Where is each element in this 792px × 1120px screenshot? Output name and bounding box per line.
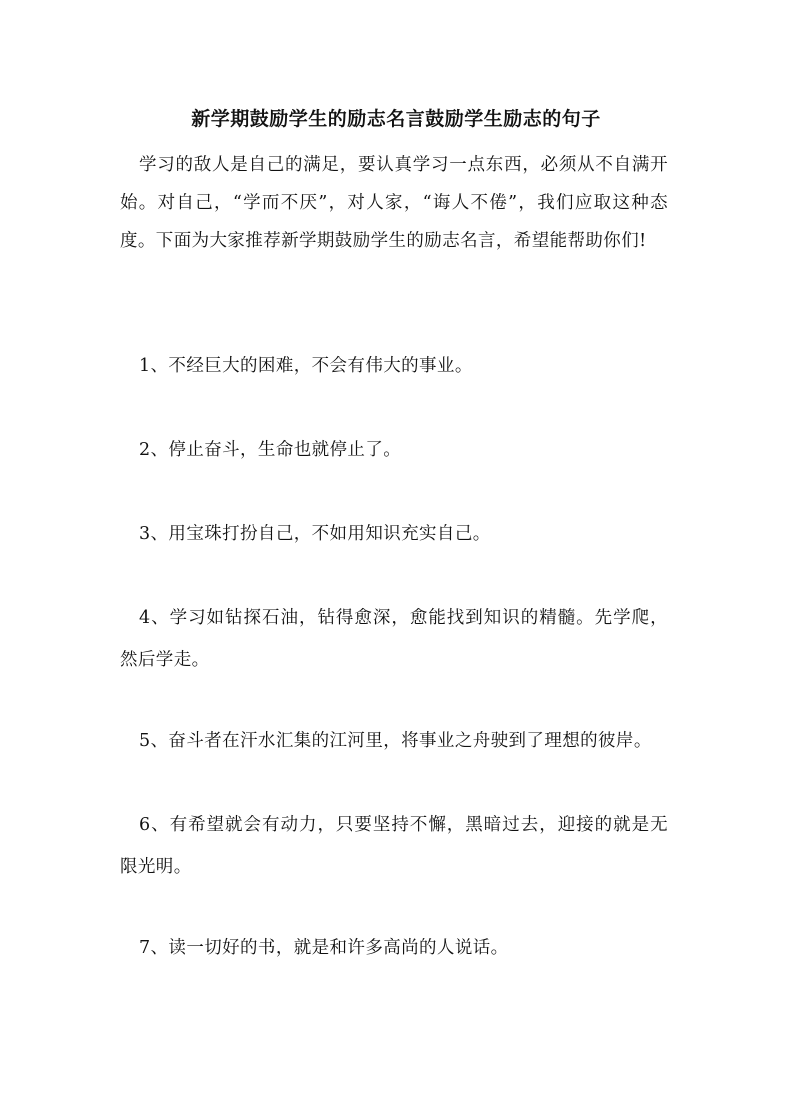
document-title: 新学期鼓励学生的励志名言鼓励学生励志的句子 [191,108,601,130]
quote-item-5: 5、奋斗者在汗水汇集的江河里，将事业之舟驶到了理想的彼岸。 [139,731,652,751]
quote-item-6: 6、有希望就会有动力，只要坚持不懈，黑暗过去，迎接的就是无限光明。 [120,815,668,877]
intro-paragraph: 学习的敌人是自己的满足，要认真学习一点东西，必须从不自满开始。对自己，“学而不厌”，对人家，“诲人不倦”，我们应取这种态度。下面为大家推荐新学期鼓励学生的励志名言，希望能帮助你们! [120,155,668,251]
quote-item-2: 2、停止奋斗，生命也就停止了。 [139,440,402,460]
quote-item-3: 3、用宝珠打扮自己，不如用知识充实自己。 [139,524,491,544]
quote-item-7: 7、读一切好的书，就是和许多高尚的人说话。 [139,938,509,958]
quote-item-4: 4、学习如钻探石油，钻得愈深，愈能找到知识的精髓。先学爬，然后学走。 [120,608,668,670]
quote-item-1: 1、不经巨大的困难，不会有伟大的事业。 [139,356,473,376]
